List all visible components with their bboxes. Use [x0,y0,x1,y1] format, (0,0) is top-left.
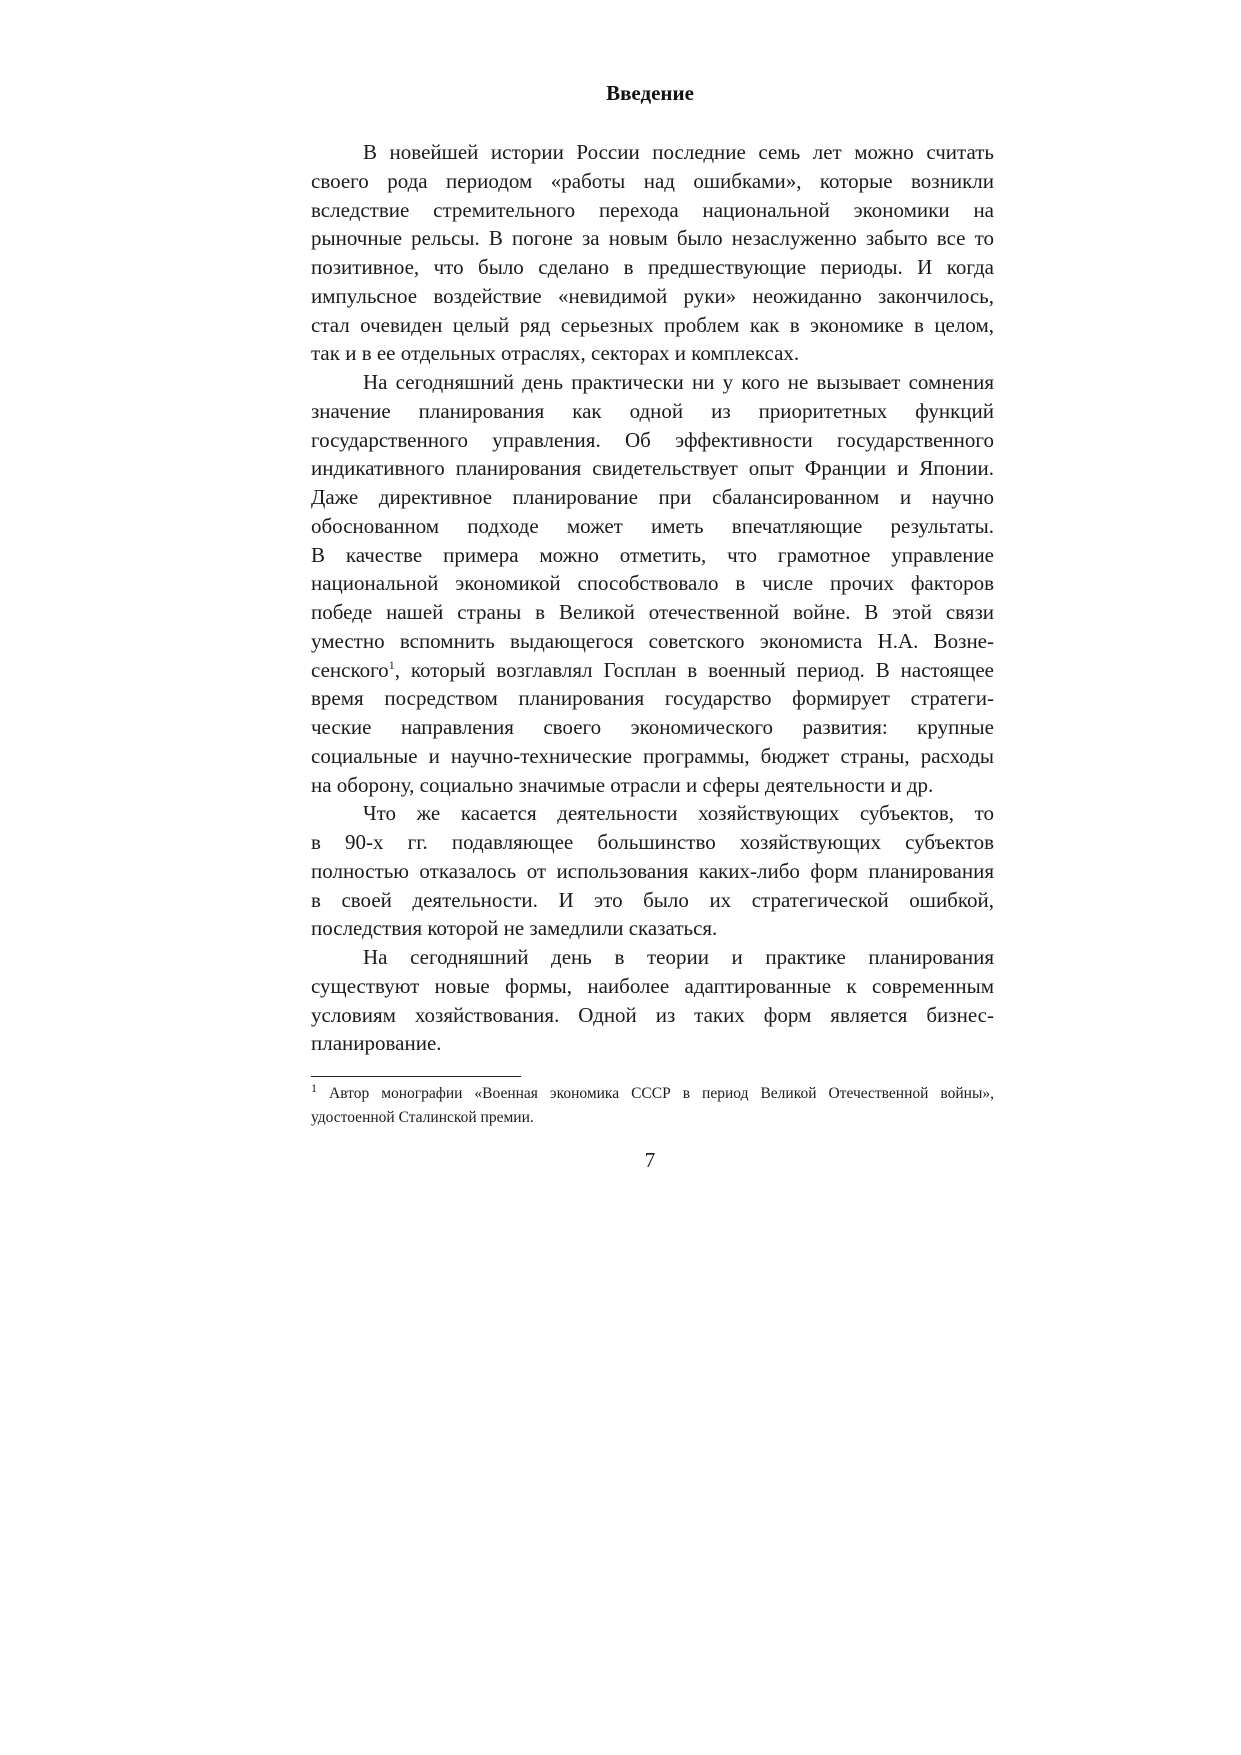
text-line: значение планирования как одной из приоритетных функций [311,398,994,423]
text-line: стал очевиден целый ряд серьезных проблем как в экономике в целом, [311,312,994,337]
paragraph-3 [311,799,994,943]
page-number: 7 [644,1148,656,1172]
text-line: Даже директивное планирование при сбалансированном и научно [311,485,994,509]
text-line: условиям хозяйствования. Одной из таких форм является бизнес- [311,1002,994,1027]
text-line: На сегодняшний день в теории и практике планирования [363,945,994,969]
text-line: ческие направления своего экономического развития: крупные [311,715,994,739]
text-line: обоснованном подходе может иметь впечатляющие результаты. [311,513,994,538]
text-line-with-footnote [311,656,994,685]
page-title: Введение [606,81,694,105]
text-line: своего рода периодом «работы над ошибками», которые возникли [311,168,994,193]
text-line: так и в ее отдельных отраслях, секторах и комплексах. [311,341,800,366]
footnote-divider [311,1076,521,1077]
footnote-line: удостоенной Сталинской премии. [311,1109,534,1126]
text-line: индикативного планирования свидетельствует опыт Франции и Японии. [311,456,994,481]
text-line: государственного управления. Об эффективности государственного [311,427,994,452]
text-line: позитивное, что было сделано в предшествующие периоды. И когда [311,255,994,279]
text-line: рыночные рельсы. В погоне за новым было незаслуженно забыто все то [311,226,994,251]
text-line: на оборону, социально значимые отрасли и сферы деятельности и др. [311,772,934,797]
text-line: существуют новые формы, наиболее адаптированные к современным [311,973,994,998]
text-segment: , который возглавлял Госплан в военный период. В настоящее [394,657,994,682]
text-line: На сегодняшний день практически ни у кого не вызывает сомнения [363,370,994,394]
footnote [311,1082,994,1130]
footnote-marker: 1 [311,1080,317,1095]
text-line: В качестве примера можно отметить, что грамотное управление [311,542,994,567]
text-line: полностью отказалось от использования каких-либо форм планирования [311,858,994,883]
text-line: время посредством планирования государство формирует стратеги- [311,686,994,711]
text-line: социальные и научно-технические программы, бюджет страны, расходы [311,743,994,768]
paragraph-4 [311,943,994,1058]
text-line: национальной экономикой способствовало в числе прочих факторов [311,571,994,596]
text-line: последствия которой не замедлили сказаться. [311,916,718,941]
text-line: уместно вспомнить выдающегося советского экономиста Н.А. Возне- [311,628,994,653]
text-line: победе нашей страны в Великой отечественной войне. В этой связи [311,600,994,624]
paragraph-1 [311,138,994,368]
text-line: Что же касается деятельности хозяйствующих субъектов, то [363,801,994,826]
footnote-text: Автор монографии «Военная экономика СССР в период Великой Отечественной войны», [329,1085,994,1102]
text-line: планирование. [311,1031,442,1056]
text-line: импульсное воздействие «невидимой руки» неожиданно закончилось, [311,283,994,308]
body-text [311,138,994,1058]
footnote-reference: 1 [388,657,395,672]
text-line: вследствие стремительного перехода национальной экономики на [311,197,994,222]
paragraph-2 [311,368,994,799]
text-line: в 90-х гг. подавляющее большинство хозяйствующих субъектов [311,830,994,854]
text-segment: сенского [311,657,389,682]
text-line: в своей деятельности. И это было их стратегической ошибкой, [311,887,994,912]
text-line: В новейшей истории России последние семь лет можно считать [363,140,994,164]
footnote-line [311,1082,994,1106]
